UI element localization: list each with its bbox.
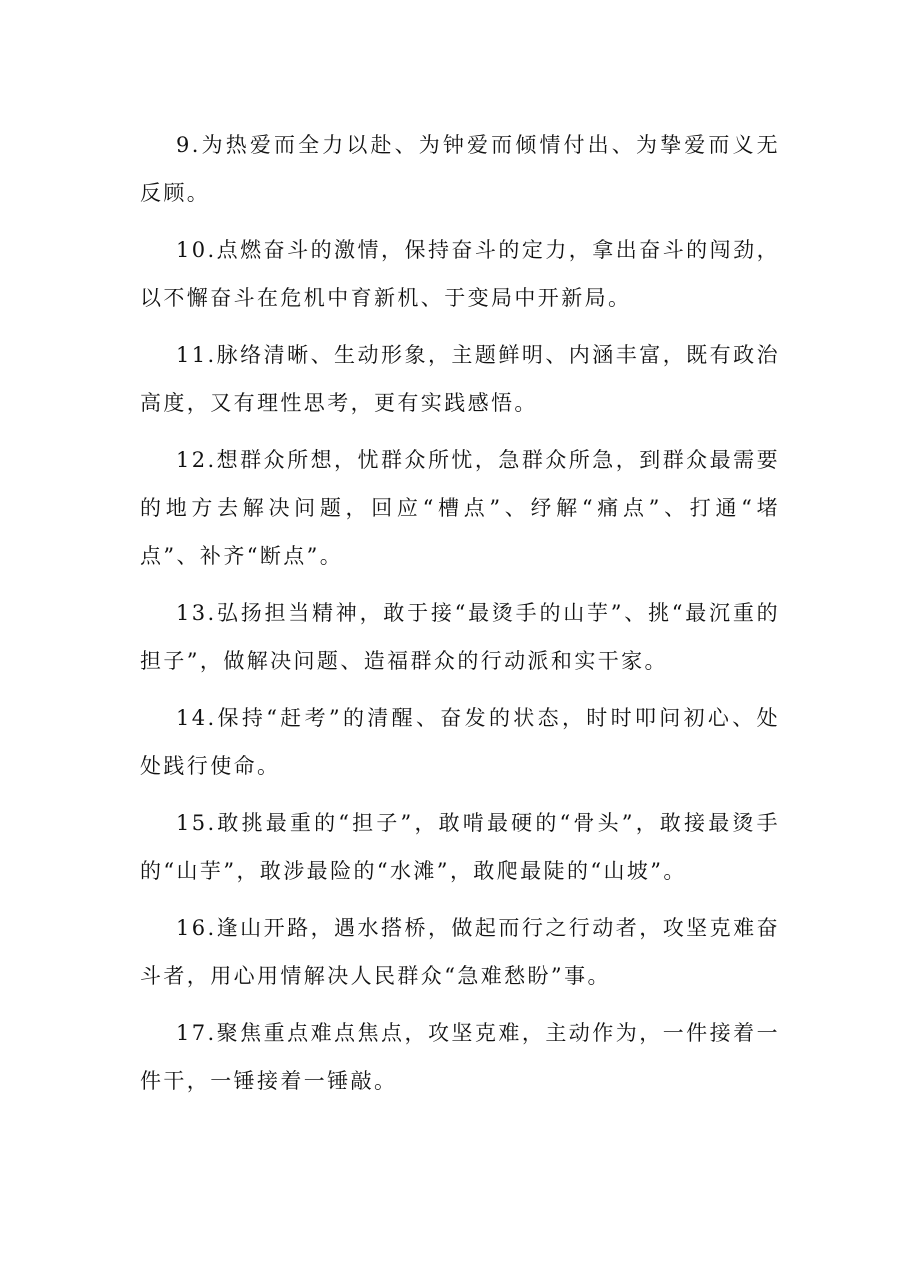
paragraph-15: 15.敢挑最重的“担子”，敢啃最硬的“骨头”，敢接最烫手的“山芋”，敢涉最险的“水滩”，敢爬最陡的“山坡”。 [140, 811, 780, 883]
paragraph-11: 11.脉络清晰、生动形象，主题鲜明、内涵丰富，既有政治高度，又有理性思考，更有实践感悟。 [140, 343, 780, 415]
paragraph-12: 12.想群众所想，忧群众所忧，急群众所急，到群众最需要的地方去解决问题，回应“槽点”、纾解“痛点”、打通“堵点”、补齐“断点”。 [140, 448, 780, 568]
document-body [140, 121, 780, 1114]
paragraph-16: 16.逢山开路，遇水搭桥，做起而行之行动者，攻坚克难奋斗者，用心用情解决人民群众“急难愁盼”事。 [140, 916, 780, 988]
paragraph-9: 9.为热爱而全力以赴、为钟爱而倾情付出、为挚爱而义无反顾。 [140, 133, 780, 205]
paragraph-10: 10.点燃奋斗的激情，保持奋斗的定力，拿出奋斗的闯劲，以不懈奋斗在危机中育新机、于变局中开新局。 [140, 238, 780, 310]
paragraph-13: 13.弘扬担当精神，敢于接“最烫手的山芋”、挑“最沉重的担子”，做解决问题、造福群众的行动派和实干家。 [140, 601, 780, 673]
paragraph-14: 14.保持“赶考”的清醒、奋发的状态，时时叩问初心、处处践行使命。 [140, 706, 780, 778]
paragraph-17: 17.聚焦重点难点焦点，攻坚克难，主动作为，一件接着一件干，一锤接着一锤敲。 [140, 1021, 780, 1093]
